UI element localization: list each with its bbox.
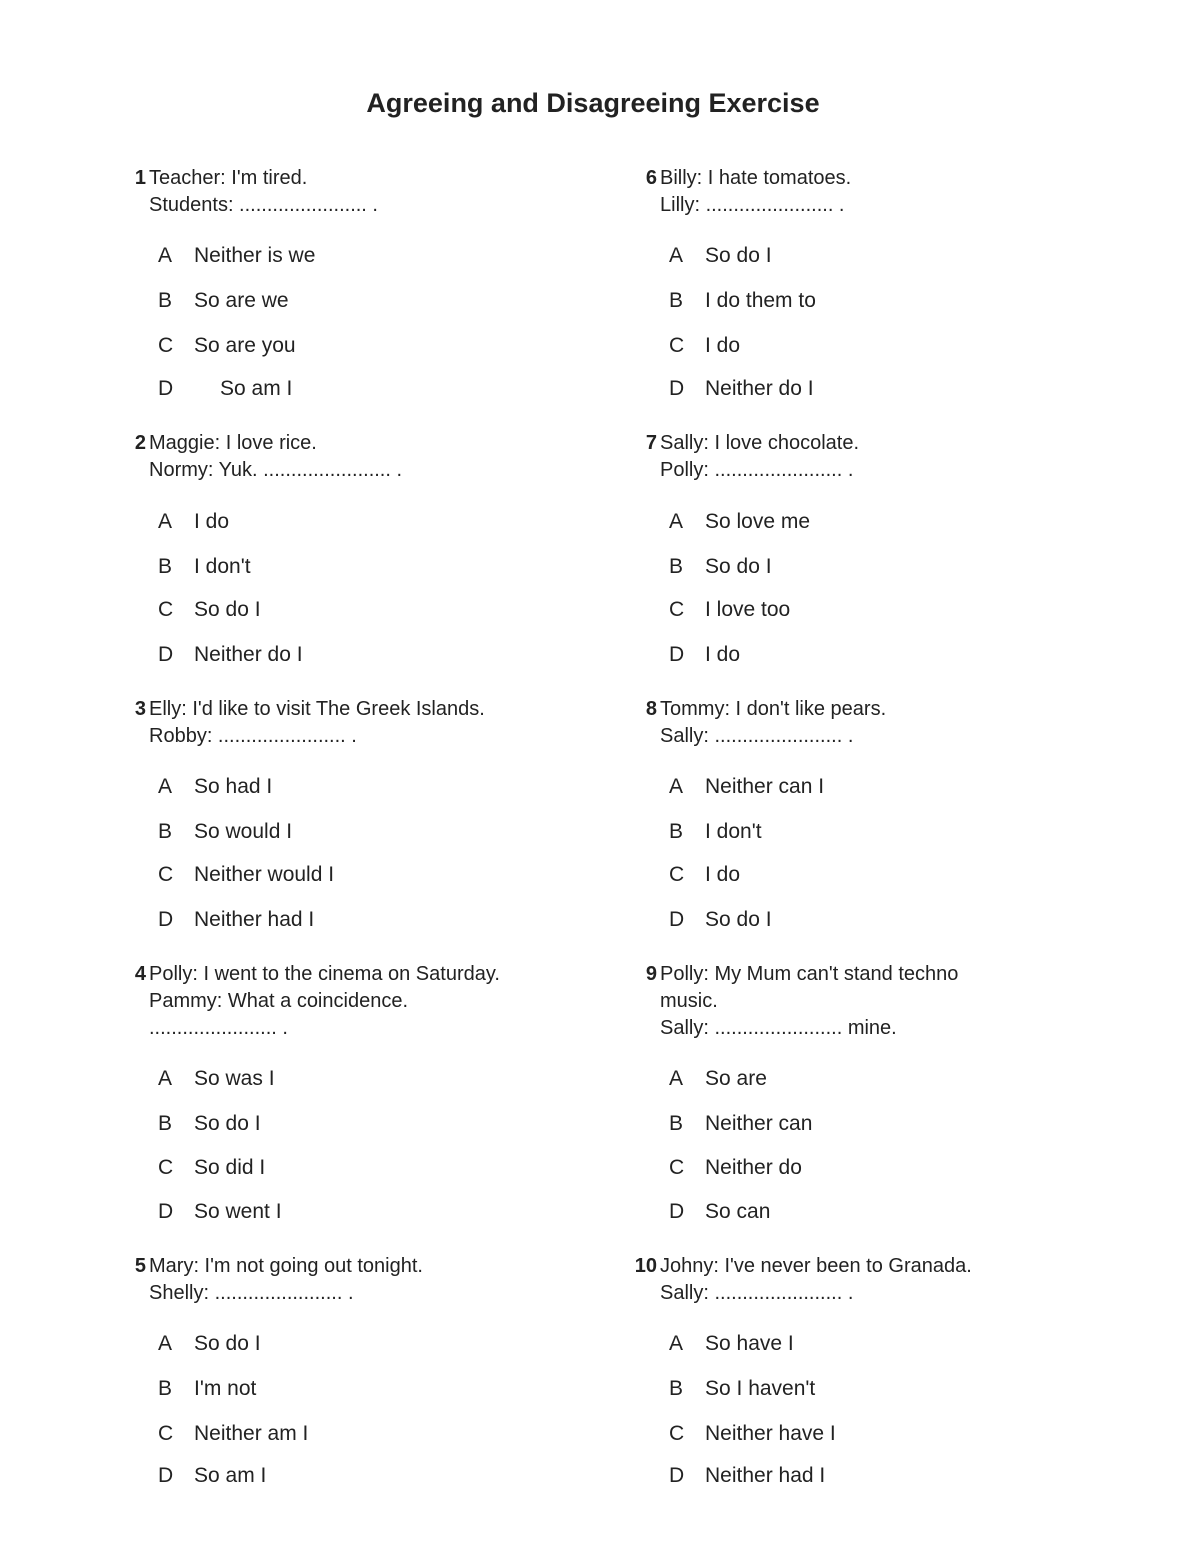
option-c[interactable]: [669, 597, 790, 623]
option-letter: A: [669, 1332, 684, 1355]
question-number: 3: [134, 698, 146, 720]
question-prompt: [660, 961, 958, 1042]
option-text: Neither have I: [705, 1422, 836, 1445]
option-text: So do I: [705, 555, 772, 578]
option-d[interactable]: [669, 1463, 825, 1489]
question-prompt: [149, 430, 402, 484]
option-text: So do I: [194, 1112, 261, 1135]
option-b[interactable]: [158, 288, 289, 314]
option-d[interactable]: [158, 376, 292, 402]
option-letter: C: [158, 1422, 174, 1445]
option-b[interactable]: [669, 1111, 812, 1137]
option-letter: A: [669, 1067, 684, 1090]
option-letter: D: [158, 1200, 174, 1223]
option-letter: A: [158, 1332, 173, 1355]
option-b[interactable]: [669, 554, 772, 580]
option-text: Neither am I: [194, 1422, 309, 1445]
prompt-line: Sally: ....................... .: [660, 725, 854, 747]
option-text: So was I: [194, 1067, 275, 1090]
option-text: I do: [705, 643, 741, 666]
option-b[interactable]: [158, 1376, 256, 1402]
option-letter: D: [158, 377, 174, 400]
option-text: Neither had I: [705, 1464, 826, 1487]
option-letter: B: [158, 289, 173, 312]
option-a[interactable]: [158, 774, 272, 800]
option-text: So do I: [705, 908, 772, 931]
option-d[interactable]: [158, 907, 314, 933]
option-a[interactable]: [158, 1331, 261, 1357]
option-d[interactable]: [669, 907, 772, 933]
option-c[interactable]: [158, 1155, 265, 1181]
option-text: So do I: [194, 1332, 261, 1355]
question-number: 6: [645, 167, 657, 189]
option-text: So have I: [705, 1332, 794, 1355]
option-text: So am I: [194, 1464, 267, 1487]
question-prompt: [149, 1253, 423, 1307]
prompt-line: Lilly: ....................... .: [660, 194, 845, 216]
option-text: I do: [194, 510, 230, 533]
question-number: 4: [134, 963, 146, 985]
page-title: Agreeing and Disagreeing Exercise: [366, 88, 820, 118]
option-letter: C: [669, 598, 685, 621]
option-text: I don't: [705, 820, 762, 843]
option-c[interactable]: [158, 862, 334, 888]
option-b[interactable]: [158, 819, 292, 845]
option-text: So can: [705, 1200, 771, 1223]
option-text: I'm not: [194, 1377, 257, 1400]
option-text: So had I: [194, 775, 273, 798]
option-text: Neither can I: [705, 775, 825, 798]
option-d[interactable]: [669, 1199, 770, 1225]
option-letter: C: [669, 1422, 685, 1445]
option-a[interactable]: [158, 243, 315, 269]
question-prompt: [660, 430, 859, 484]
option-d[interactable]: [669, 376, 814, 402]
question-number: 10: [634, 1255, 657, 1277]
prompt-line: Mary: I'm not going out tonight.: [149, 1255, 423, 1277]
option-text: So are you: [194, 334, 296, 357]
option-letter: B: [158, 820, 173, 843]
option-c[interactable]: [158, 333, 296, 359]
option-b[interactable]: [158, 1111, 261, 1137]
option-letter: D: [158, 643, 174, 666]
prompt-line: Maggie: I love rice.: [149, 432, 317, 454]
option-b[interactable]: [669, 819, 762, 845]
option-letter: B: [669, 289, 684, 312]
option-letter: A: [158, 510, 173, 533]
option-a[interactable]: [158, 509, 229, 535]
prompt-line: Johny: I've never been to Granada.: [660, 1255, 972, 1277]
option-c[interactable]: [669, 862, 740, 888]
prompt-line: Sally: I love chocolate.: [660, 432, 859, 454]
option-letter: C: [158, 1156, 174, 1179]
option-d[interactable]: [158, 1199, 282, 1225]
prompt-line: Elly: I'd like to visit The Greek Islands.: [149, 698, 485, 720]
prompt-line: Tommy: I don't like pears.: [660, 698, 887, 720]
option-text: Neither can: [705, 1112, 813, 1135]
option-letter: A: [669, 510, 684, 533]
option-d[interactable]: [669, 642, 740, 668]
question-prompt: [660, 696, 886, 750]
option-text: Neither do: [705, 1156, 802, 1179]
option-letter: D: [669, 908, 685, 931]
option-text: So would I: [194, 820, 293, 843]
option-letter: A: [158, 775, 173, 798]
question-prompt: [660, 165, 851, 219]
option-text: I do: [705, 863, 741, 886]
prompt-line: Sally: ....................... mine.: [660, 1017, 897, 1039]
option-text: I do them to: [705, 289, 816, 312]
prompt-line: Students: ....................... .: [149, 194, 378, 216]
option-letter: A: [158, 1067, 173, 1090]
option-text: Neither had I: [194, 908, 315, 931]
question-number: 9: [645, 963, 657, 985]
option-a[interactable]: [669, 1066, 767, 1092]
option-letter: B: [158, 1112, 173, 1135]
option-letter: B: [158, 1377, 173, 1400]
option-d[interactable]: [158, 1463, 266, 1489]
option-letter: A: [158, 244, 173, 267]
option-c[interactable]: [669, 1155, 802, 1181]
option-letter: D: [669, 377, 685, 400]
option-letter: A: [669, 775, 684, 798]
option-a[interactable]: [158, 1066, 275, 1092]
option-letter: D: [669, 643, 685, 666]
option-text: I love too: [705, 598, 791, 621]
option-letter: C: [158, 334, 174, 357]
question-prompt: [660, 1253, 972, 1307]
option-d[interactable]: [158, 642, 303, 668]
option-text: Neither is we: [194, 244, 316, 267]
option-a[interactable]: [669, 1331, 794, 1357]
question-number: 8: [645, 698, 657, 720]
option-letter: B: [669, 1112, 684, 1135]
option-letter: B: [669, 555, 684, 578]
option-text: Neither do I: [705, 377, 814, 400]
option-c[interactable]: [158, 1421, 308, 1447]
option-text: Neither do I: [194, 643, 303, 666]
prompt-line: Pammy: What a coincidence.: [149, 990, 408, 1012]
option-letter: C: [669, 334, 685, 357]
option-a[interactable]: [669, 243, 772, 269]
option-letter: B: [669, 820, 684, 843]
option-letter: D: [669, 1464, 685, 1487]
option-letter: D: [669, 1200, 685, 1223]
option-c[interactable]: [669, 333, 740, 359]
option-b[interactable]: [158, 554, 251, 580]
option-text: So am I: [220, 377, 293, 400]
option-text: So went I: [194, 1200, 282, 1223]
option-letter: D: [158, 908, 174, 931]
option-letter: B: [158, 555, 173, 578]
option-text: So do I: [194, 598, 261, 621]
question-prompt: [149, 961, 500, 1042]
question-prompt: [149, 165, 378, 219]
option-text: So I haven't: [705, 1377, 816, 1400]
question-number: 7: [645, 432, 657, 454]
option-c[interactable]: [158, 597, 261, 623]
option-letter: A: [669, 244, 684, 267]
option-b[interactable]: [669, 1376, 815, 1402]
option-letter: C: [669, 863, 685, 886]
prompt-line: Sally: ....................... .: [660, 1282, 854, 1304]
option-letter: D: [158, 1464, 174, 1487]
prompt-line: Polly: My Mum can't stand techno: [660, 963, 959, 985]
prompt-line: ....................... .: [149, 1017, 288, 1039]
question-prompt: [149, 696, 485, 750]
prompt-line: music.: [660, 990, 718, 1012]
option-text: I do: [705, 334, 741, 357]
option-text: So did I: [194, 1156, 266, 1179]
prompt-line: Polly: ....................... .: [660, 459, 854, 481]
prompt-line: Billy: I hate tomatoes.: [660, 167, 852, 189]
option-text: So do I: [705, 244, 772, 267]
question-number: 1: [134, 167, 146, 189]
option-letter: C: [669, 1156, 685, 1179]
option-a[interactable]: [669, 509, 810, 535]
prompt-line: Robby: ....................... .: [149, 725, 357, 747]
option-text: Neither would I: [194, 863, 335, 886]
option-b[interactable]: [669, 288, 816, 314]
question-number: 5: [134, 1255, 146, 1277]
option-letter: B: [669, 1377, 684, 1400]
option-letter: C: [158, 598, 174, 621]
option-text: I don't: [194, 555, 251, 578]
prompt-line: Polly: I went to the cinema on Saturday.: [149, 963, 500, 985]
option-text: So are: [705, 1067, 767, 1090]
option-text: So love me: [705, 510, 811, 533]
option-letter: C: [158, 863, 174, 886]
option-text: So are we: [194, 289, 289, 312]
prompt-line: Teacher: I'm tired.: [149, 167, 308, 189]
prompt-line: Normy: Yuk. ....................... .: [149, 459, 403, 481]
question-number: 2: [134, 432, 146, 454]
prompt-line: Shelly: ....................... .: [149, 1282, 354, 1304]
option-c[interactable]: [669, 1421, 836, 1447]
option-a[interactable]: [669, 774, 824, 800]
